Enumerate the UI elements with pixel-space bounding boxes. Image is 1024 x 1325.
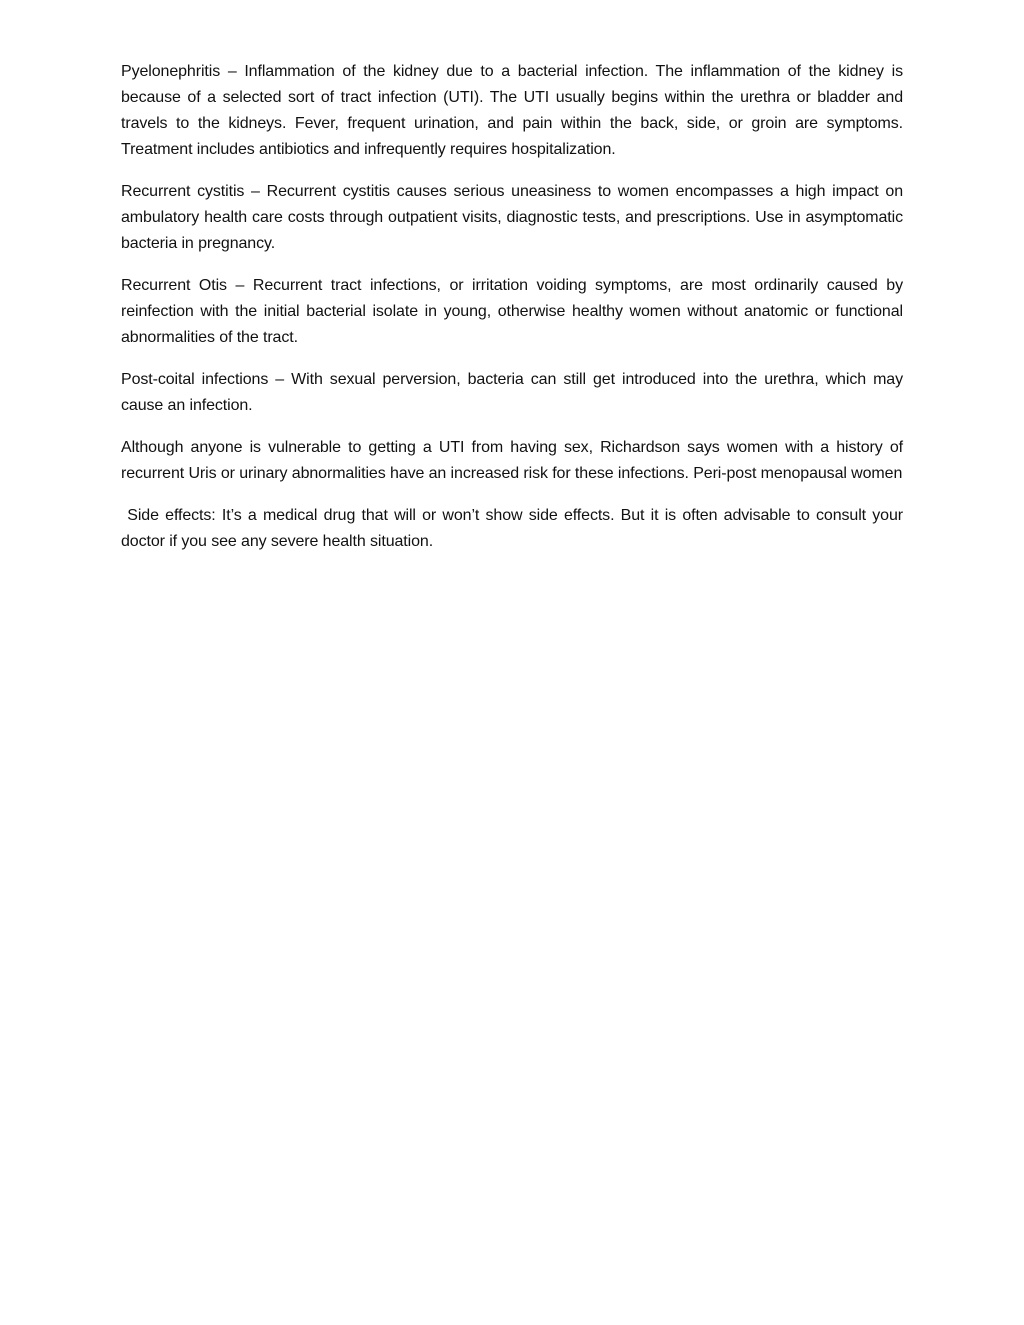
document-body [121, 59, 908, 571]
paragraph-recurrent-otis: Recurrent Otis – Recurrent tract infections, or irritation voiding symptoms, are most ordinarily caused by reinfection with the initial bacterial isolate in young, otherwise healthy women without anatomic or functional abnormalities of the tract. [121, 277, 903, 346]
paragraph-post-coital-infections: Post-coital infections – With sexual perversion, bacteria can still get introduced into the urethra, which may cause an infection. [121, 371, 903, 414]
paragraph-side-effects: Side effects: It’s a medical drug that will or won’t show side effects. But it is often advisable to consult your doctor if you see any severe health situation. [121, 507, 908, 550]
paragraph-pyelonephritis: Pyelonephritis – Inflammation of the kidney due to a bacterial infection. The inflammation of the kidney is because of a selected sort of tract infection (UTI). The UTI usually begins within the urethra or bladder and travels to the kidneys. Fever, frequent urination, and pain within the back, side, or groin are symptoms. Treatment includes antibiotics and infrequently requires hospitalization. [121, 63, 903, 158]
paragraph-uti-risk: Although anyone is vulnerable to getting a UTI from having sex, Richardson says women with a history of recurrent Uris or urinary abnormalities have an increased risk for these infections. Peri-post menopausal women [121, 439, 903, 482]
paragraph-recurrent-cystitis: Recurrent cystitis – Recurrent cystitis causes serious uneasiness to women encompasses a high impact on ambulatory health care costs through outpatient visits, diagnostic tests, and prescriptions. Use in asymptomatic bacteria in pregnancy. [121, 183, 903, 252]
